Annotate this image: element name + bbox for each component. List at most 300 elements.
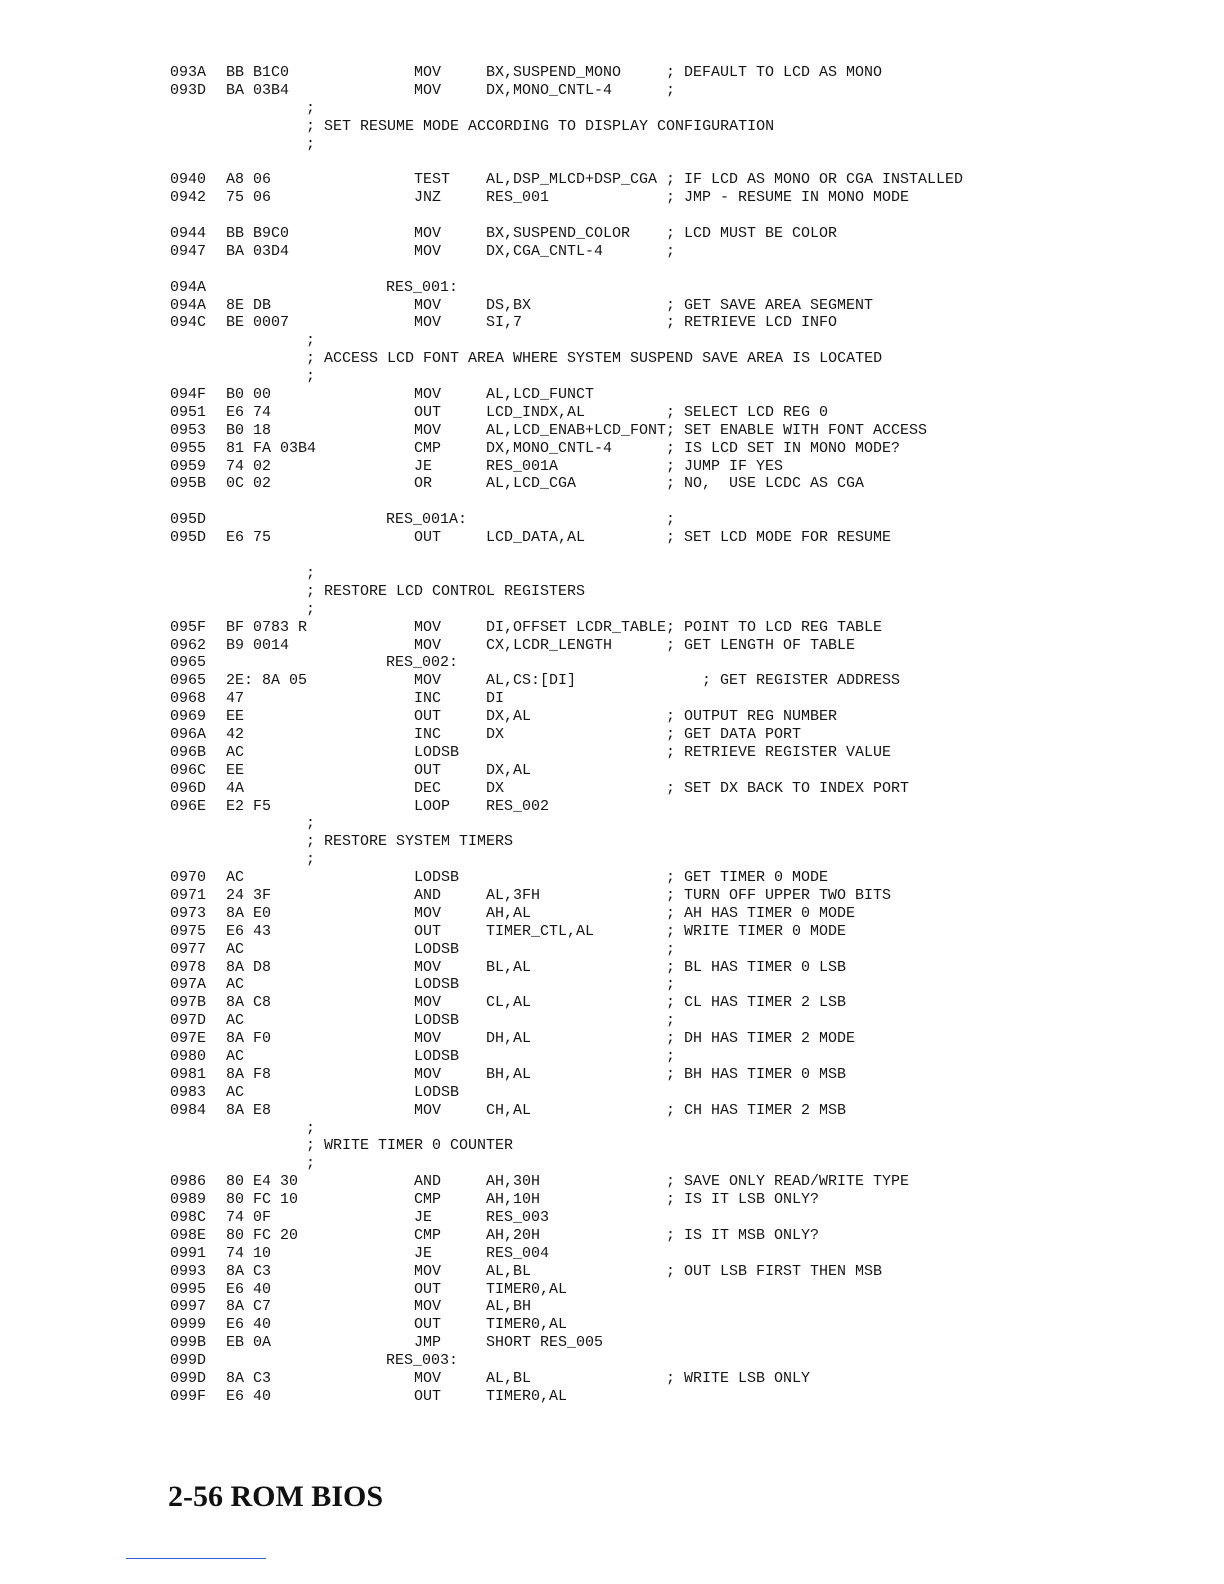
address: 095D: [170, 529, 207, 547]
machine-code: E6 40: [226, 1280, 272, 1298]
comment: ; NO, USE LCDC AS CGA: [666, 475, 865, 493]
opcode: MOV: [414, 225, 442, 243]
machine-code: 8A D8: [226, 958, 272, 976]
address: 0940: [170, 171, 207, 189]
code-line: [0, 1370, 1224, 1388]
address: 097D: [170, 1012, 207, 1030]
operands: DI,OFFSET LCDR_TABLE: [486, 618, 667, 636]
opcode: OUT: [414, 922, 442, 940]
opcode: JE: [414, 1209, 433, 1226]
comment: ; CH HAS TIMER 2 MSB: [666, 1101, 847, 1119]
address: 0997: [170, 1298, 207, 1316]
operands: TIMER_CTL,AL: [486, 922, 595, 940]
code-line: [0, 1298, 1224, 1316]
code-label: RES_002:: [386, 654, 459, 672]
operands: BX,SUSPEND_COLOR: [486, 225, 631, 243]
opcode: MOV: [414, 81, 442, 99]
comment: ; SET ENABLE WITH FONT ACCESS: [666, 421, 928, 439]
address: 0991: [170, 1244, 207, 1262]
operands: DX,AL: [486, 761, 532, 779]
machine-code: EE: [226, 708, 245, 726]
machine-code: 80 FC 10: [226, 1191, 299, 1209]
comment: ; GET DATA PORT: [666, 725, 802, 743]
opcode: OUT: [414, 1316, 442, 1334]
address: 0959: [170, 457, 207, 475]
operands: TIMER0,AL: [486, 1280, 568, 1298]
operands: DS,BX: [486, 296, 532, 314]
comment: ; LCD MUST BE COLOR: [666, 225, 838, 243]
code-line: [0, 64, 1224, 82]
opcode: MOV: [414, 994, 442, 1012]
address: 0962: [170, 636, 207, 654]
operands: SI,7: [486, 314, 523, 332]
machine-code: 42: [226, 725, 245, 743]
code-line: [0, 171, 1224, 189]
address: 094F: [170, 386, 207, 404]
machine-code: AC: [226, 976, 245, 994]
opcode: LODSB: [414, 869, 460, 887]
operands: CX,LCDR_LENGTH: [486, 636, 613, 654]
opcode: MOV: [414, 421, 442, 439]
code-line: [0, 1281, 1224, 1299]
blank-line: [0, 207, 1224, 225]
address: 0968: [170, 690, 207, 708]
machine-code: E6 40: [226, 1387, 272, 1405]
code-line: [0, 941, 1224, 959]
operands: LCD_INDX,AL: [486, 403, 586, 421]
operands: AL,CS:[DI]: [486, 672, 577, 690]
code-line: [0, 1334, 1224, 1352]
opcode: OUT: [414, 761, 442, 779]
code-line: [0, 1263, 1224, 1281]
comment: ; DH HAS TIMER 2 MODE: [666, 1030, 856, 1048]
opcode: OUT: [414, 1387, 442, 1405]
comment-separator: [0, 1120, 1224, 1138]
code-line: [0, 923, 1224, 941]
address: 098C: [170, 1209, 207, 1226]
section-comment-text: ; RESTORE SYSTEM TIMERS: [306, 833, 514, 851]
address: 094A: [170, 278, 207, 296]
opcode: LODSB: [414, 940, 460, 958]
address: 0969: [170, 708, 207, 726]
address: 0965: [170, 672, 207, 690]
address: 0942: [170, 189, 207, 207]
opcode: MOV: [414, 1370, 442, 1388]
opcode: CMP: [414, 1226, 442, 1244]
code-line: [0, 905, 1224, 923]
operands: DH,AL: [486, 1030, 532, 1048]
address: 0986: [170, 1173, 207, 1191]
separator-semicolon: ;: [306, 851, 316, 869]
opcode: MOV: [414, 314, 442, 332]
address: 0993: [170, 1262, 207, 1280]
comment: ; IF LCD AS MONO OR CGA INSTALLED: [666, 171, 964, 189]
operands: RES_004: [486, 1244, 550, 1262]
code-line: [0, 297, 1224, 315]
address: 0971: [170, 886, 207, 904]
address: 094C: [170, 314, 207, 332]
opcode: CMP: [414, 1191, 442, 1209]
code-line: [0, 1012, 1224, 1030]
operands: DX: [486, 779, 505, 797]
comment: ; JUMP IF YES: [666, 457, 784, 475]
comment-separator: [0, 601, 1224, 619]
code-line: [0, 1066, 1224, 1084]
machine-code: 74 10: [226, 1244, 272, 1262]
machine-code: B0 00: [226, 386, 272, 404]
address: 095F: [170, 618, 207, 636]
comment: ; OUT LSB FIRST THEN MSB: [666, 1262, 883, 1280]
comment: ; DEFAULT TO LCD AS MONO: [666, 64, 883, 81]
code-line: [0, 475, 1224, 493]
opcode: OR: [414, 475, 433, 493]
machine-code: 74 02: [226, 457, 272, 475]
opcode: MOV: [414, 1065, 442, 1083]
comment-separator: [0, 815, 1224, 833]
operands: RES_001A: [486, 457, 559, 475]
separator-semicolon: ;: [306, 135, 316, 153]
machine-code: E6 74: [226, 403, 272, 421]
section-comment-text: ; RESTORE LCD CONTROL REGISTERS: [306, 582, 586, 600]
code-line: [0, 1245, 1224, 1263]
machine-code: 80 FC 20: [226, 1226, 299, 1244]
code-line: [0, 619, 1224, 637]
machine-code: B9 0014: [226, 636, 290, 654]
code-label: RES_003:: [386, 1352, 459, 1370]
blank-line: [0, 261, 1224, 279]
machine-code: BA 03D4: [226, 242, 290, 260]
comment: ; JMP - RESUME IN MONO MODE: [666, 189, 910, 207]
address: 0947: [170, 242, 207, 260]
address: 097E: [170, 1030, 207, 1048]
machine-code: 47: [226, 690, 245, 708]
opcode: MOV: [414, 618, 442, 636]
machine-code: BF 0783 R: [226, 618, 308, 636]
address: 0965: [170, 654, 207, 672]
address: 0978: [170, 958, 207, 976]
operands: AH,20H: [486, 1226, 541, 1244]
opcode: OUT: [414, 529, 442, 547]
operands: LCD_DATA,AL: [486, 529, 586, 547]
opcode: INC: [414, 690, 442, 708]
operands: BL,AL: [486, 958, 532, 976]
code-line: [0, 976, 1224, 994]
code-line: [0, 690, 1224, 708]
section-comment: [0, 1137, 1224, 1155]
address: 097B: [170, 994, 207, 1012]
machine-code: E6 75: [226, 529, 272, 547]
separator-semicolon: ;: [306, 99, 316, 117]
comment-separator: [0, 565, 1224, 583]
code-line: [0, 1227, 1224, 1245]
machine-code: 0C 02: [226, 475, 272, 493]
code-line: [0, 529, 1224, 547]
machine-code: E6 40: [226, 1316, 272, 1334]
comment-separator: [0, 100, 1224, 118]
label-line: [0, 1352, 1224, 1370]
machine-code: 8A E8: [226, 1101, 272, 1119]
operands: AL,DSP_MLCD+DSP_CGA: [486, 171, 658, 189]
machine-code: EE: [226, 761, 245, 779]
code-label: RES_001:: [386, 278, 459, 296]
section-comment-text: ; SET RESUME MODE ACCORDING TO DISPLAY CONFIGURATION: [306, 117, 775, 135]
opcode: MOV: [414, 1298, 442, 1316]
opcode: MOV: [414, 1262, 442, 1280]
opcode: MOV: [414, 636, 442, 654]
section-comment-text: ; WRITE TIMER 0 COUNTER: [306, 1137, 514, 1155]
section-comment: [0, 583, 1224, 601]
opcode: TEST: [414, 171, 451, 189]
address: 0970: [170, 869, 207, 887]
opcode: AND: [414, 886, 442, 904]
comment-separator: [0, 368, 1224, 386]
comment-separator: [0, 1155, 1224, 1173]
comment: ; SET DX BACK TO INDEX PORT: [666, 779, 910, 797]
address: 0951: [170, 403, 207, 421]
address: 097A: [170, 976, 207, 994]
address: 0999: [170, 1316, 207, 1334]
operands: AL,LCD_ENAB+LCD_FONT: [486, 421, 667, 439]
opcode: MOV: [414, 242, 442, 260]
comment: ; SET LCD MODE FOR RESUME: [666, 529, 892, 547]
operands: DX,AL: [486, 708, 532, 726]
comment: ; POINT TO LCD REG TABLE: [666, 618, 883, 636]
machine-code: BA 03B4: [226, 81, 290, 99]
comment: ; TURN OFF UPPER TWO BITS: [666, 886, 892, 904]
operands: AH,10H: [486, 1191, 541, 1209]
address: 0973: [170, 904, 207, 922]
comment: ; GET LENGTH OF TABLE: [666, 636, 856, 654]
operands: BX,SUSPEND_MONO: [486, 64, 622, 81]
machine-code: AC: [226, 743, 245, 761]
opcode: LODSB: [414, 1047, 460, 1065]
address: 093D: [170, 81, 207, 99]
code-line: [0, 994, 1224, 1012]
comment: ; AH HAS TIMER 0 MODE: [666, 904, 856, 922]
comment-separator: [0, 332, 1224, 350]
section-comment: [0, 833, 1224, 851]
code-line: [0, 1030, 1224, 1048]
opcode: LODSB: [414, 976, 460, 994]
machine-code: AC: [226, 869, 245, 887]
code-line: [0, 762, 1224, 780]
comment: ;: [666, 940, 676, 958]
opcode: OUT: [414, 403, 442, 421]
operands: SHORT RES_005: [486, 1334, 604, 1352]
address: 099F: [170, 1387, 207, 1405]
opcode: MOV: [414, 386, 442, 404]
address: 096E: [170, 797, 207, 815]
comment: ; WRITE LSB ONLY: [666, 1370, 811, 1388]
opcode: MOV: [414, 64, 442, 81]
machine-code: AC: [226, 1047, 245, 1065]
address: 095D: [170, 511, 207, 529]
comment: ; OUTPUT REG NUMBER: [666, 708, 838, 726]
blank-line: [0, 153, 1224, 171]
code-line: [0, 672, 1224, 690]
machine-code: 8E DB: [226, 296, 272, 314]
machine-code: 2E: 8A 05: [226, 672, 308, 690]
separator-semicolon: ;: [306, 600, 316, 618]
machine-code: A8 06: [226, 171, 272, 189]
comment: ; GET SAVE AREA SEGMENT: [666, 296, 874, 314]
label-line: [0, 279, 1224, 297]
opcode: LODSB: [414, 1083, 460, 1101]
opcode: JE: [414, 457, 433, 475]
code-line: [0, 314, 1224, 332]
operands: DX,MONO_CNTL-4: [486, 439, 613, 457]
operands: RES_003: [486, 1209, 550, 1226]
operands: DX: [486, 725, 505, 743]
separator-semicolon: ;: [306, 564, 316, 582]
comment: ;: [666, 511, 676, 529]
machine-code: AC: [226, 1083, 245, 1101]
section-comment: [0, 350, 1224, 368]
address: 096C: [170, 761, 207, 779]
code-line: [0, 404, 1224, 422]
machine-code: 75 06: [226, 189, 272, 207]
machine-code: BE 0007: [226, 314, 290, 332]
blank-line: [0, 493, 1224, 511]
code-line: [0, 1173, 1224, 1191]
operands: TIMER0,AL: [486, 1387, 568, 1405]
code-line: [0, 1191, 1224, 1209]
separator-semicolon: ;: [306, 815, 316, 833]
opcode: LOOP: [414, 797, 451, 815]
comment-separator: [0, 136, 1224, 154]
code-line: [0, 440, 1224, 458]
machine-code: 8A E0: [226, 904, 272, 922]
separator-semicolon: ;: [306, 1119, 316, 1137]
machine-code: E6 43: [226, 922, 272, 940]
operands: BH,AL: [486, 1065, 532, 1083]
address: 0995: [170, 1280, 207, 1298]
opcode: JNZ: [414, 189, 442, 207]
separator-semicolon: ;: [306, 332, 316, 350]
operands: AH,AL: [486, 904, 532, 922]
label-line: [0, 511, 1224, 529]
address: 096A: [170, 725, 207, 743]
address: 0977: [170, 940, 207, 958]
opcode: OUT: [414, 708, 442, 726]
code-line: [0, 82, 1224, 100]
opcode: AND: [414, 1173, 442, 1191]
operands: DI: [486, 690, 505, 708]
machine-code: 80 E4 30: [226, 1173, 299, 1191]
operands: DX,MONO_CNTL-4: [486, 81, 613, 99]
address: 099D: [170, 1370, 207, 1388]
assembly-listing: [0, 64, 1224, 1406]
code-line: [0, 1084, 1224, 1102]
machine-code: AC: [226, 1012, 245, 1030]
address: 0955: [170, 439, 207, 457]
section-comment: [0, 118, 1224, 136]
code-line: [0, 1316, 1224, 1334]
section-comment-text: ; ACCESS LCD FONT AREA WHERE SYSTEM SUSPEND SAVE AREA IS LOCATED: [306, 350, 883, 368]
machine-code: 8A C8: [226, 994, 272, 1012]
code-label: RES_001A:: [386, 511, 468, 529]
opcode: MOV: [414, 1101, 442, 1119]
opcode: MOV: [414, 904, 442, 922]
machine-code: B0 18: [226, 421, 272, 439]
operands: CL,AL: [486, 994, 532, 1012]
comment: ;: [666, 242, 676, 260]
comment: ;: [666, 1047, 676, 1065]
address: 0983: [170, 1083, 207, 1101]
address: 0980: [170, 1047, 207, 1065]
machine-code: 8A C7: [226, 1298, 272, 1316]
opcode: MOV: [414, 1030, 442, 1048]
machine-code: 8A F0: [226, 1030, 272, 1048]
comment: ; GET REGISTER ADDRESS: [666, 672, 901, 690]
machine-code: E2 F5: [226, 797, 272, 815]
machine-code: 8A F8: [226, 1065, 272, 1083]
opcode: LODSB: [414, 743, 460, 761]
opcode: JE: [414, 1244, 433, 1262]
machine-code: 8A C3: [226, 1262, 272, 1280]
code-line: [0, 637, 1224, 655]
comment: ; RETRIEVE LCD INFO: [666, 314, 838, 332]
operands: AL,LCD_CGA: [486, 475, 577, 493]
address: 096B: [170, 743, 207, 761]
code-line: [0, 780, 1224, 798]
comment: ; SELECT LCD REG 0: [666, 403, 829, 421]
code-line: [0, 959, 1224, 977]
machine-code: 81 FA 03B4: [226, 439, 317, 457]
address: 098E: [170, 1226, 207, 1244]
blank-line: [0, 547, 1224, 565]
address: 0953: [170, 421, 207, 439]
code-line: [0, 386, 1224, 404]
opcode: MOV: [414, 296, 442, 314]
operands: RES_001: [486, 189, 550, 207]
operands: CH,AL: [486, 1101, 532, 1119]
operands: TIMER0,AL: [486, 1316, 568, 1334]
code-line: [0, 243, 1224, 261]
comment: ; BH HAS TIMER 0 MSB: [666, 1065, 847, 1083]
operands: AL,BH: [486, 1298, 532, 1316]
comment: ; IS IT MSB ONLY?: [666, 1226, 820, 1244]
separator-semicolon: ;: [306, 1155, 316, 1173]
comment: ; CL HAS TIMER 2 LSB: [666, 994, 847, 1012]
machine-code: 4A: [226, 779, 245, 797]
code-line: [0, 869, 1224, 887]
operands: DX,CGA_CNTL-4: [486, 242, 604, 260]
machine-code: BB B1C0: [226, 64, 290, 81]
comment: ;: [666, 1012, 676, 1030]
address: 0984: [170, 1101, 207, 1119]
code-line: [0, 1209, 1224, 1227]
address: 095B: [170, 475, 207, 493]
operands: AL,BL: [486, 1262, 532, 1280]
opcode: MOV: [414, 672, 442, 690]
opcode: DEC: [414, 779, 442, 797]
opcode: CMP: [414, 439, 442, 457]
address: 096D: [170, 779, 207, 797]
comment: ;: [666, 976, 676, 994]
address: 094A: [170, 296, 207, 314]
machine-code: 74 0F: [226, 1209, 272, 1226]
code-line: [0, 798, 1224, 816]
machine-code: 8A C3: [226, 1370, 272, 1388]
operands: AL,LCD_FUNCT: [486, 386, 595, 404]
operands: AH,30H: [486, 1173, 541, 1191]
code-line: [0, 726, 1224, 744]
code-line: [0, 189, 1224, 207]
comment: ; WRITE TIMER 0 MODE: [666, 922, 847, 940]
address: 0989: [170, 1191, 207, 1209]
page-footer: 2-56 ROM BIOS: [168, 1480, 384, 1513]
